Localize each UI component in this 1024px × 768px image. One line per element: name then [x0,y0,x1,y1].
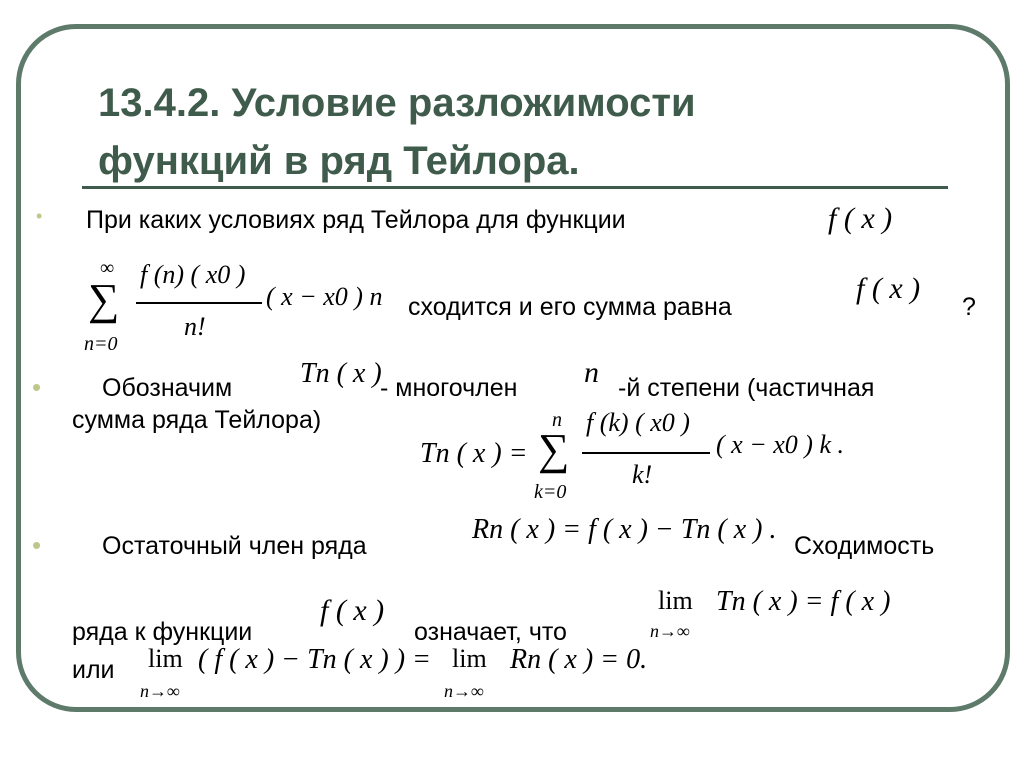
lim-tn-expr: Tn ( x ) = f ( x ) [716,586,891,617]
series-sum-bottom: n=0 [84,333,118,355]
formula-fx-3: f ( x ) [320,594,385,627]
tn-sum-bottom: k=0 [534,481,567,503]
title-underline [82,186,948,189]
tn-numerator: f (k) ( x0 ) [586,408,690,437]
slide-title [98,74,958,190]
bullet-1-question: ? [962,293,976,321]
lim-word-3: lim [452,644,487,673]
formula-rn-def: Rn ( x ) = f ( x ) − Tn ( x ) . [472,514,777,545]
bullet-1-text-2: сходится и его сумма равна [408,293,732,321]
bullet-3-text: Остаточный член ряда [102,532,367,560]
bullet-marker-2: • [32,372,42,402]
series-sum-sign: ∑ [88,275,120,324]
formula-tn-label: Tn ( x ) [300,358,382,389]
series-sum-top: ∞ [100,257,115,279]
bullet-3-text-2: Сходимость [794,532,935,560]
tn-sum-top: n [552,409,562,431]
bullet-2-text-2: - многочлен [380,374,518,402]
lim-sub-3: n→∞ [444,681,484,701]
tn-fraction-bar [582,452,710,454]
tn-sum-sign: ∑ [538,425,570,474]
lim-sub-1: n→∞ [650,621,690,641]
formula-n-var: n [584,356,599,389]
lim-word-1: lim [658,586,693,615]
bullet-3-text-4: означает, что [414,618,567,646]
series-tail: ( x − x0 ) n [266,282,383,311]
formula-fx-1: f ( x ) [828,202,893,235]
bullet-2-text: Обозначим [102,374,233,402]
series-numerator: f (n) ( x0 ) [140,260,246,289]
lim-rn-expr: Rn ( x ) = 0. [510,644,648,675]
bullet-2-text-3: -й степени (частичная [618,374,875,402]
bullet-marker-1: • [36,206,43,226]
title-line-2: функций в ряд Тейлора. [98,139,580,183]
lim-sub-2: n→∞ [140,681,180,701]
formula-fx-2: f ( x ) [856,272,921,305]
bullet-3-text-3: ряда к функции [72,618,253,646]
tn-denominator: k! [632,460,653,489]
lim-diff-expr: ( f ( x ) − Tn ( x ) ) = [198,644,431,675]
series-fraction-bar [136,302,262,304]
bullet-1-text: При каких условиях ряд Тейлора для функции [86,206,626,234]
tn-lhs: Tn ( x ) = [420,438,528,469]
bullet-3-text-5: или [72,656,115,684]
lim-word-2: lim [148,644,183,673]
bullet-2-text-4: сумма ряда Тейлора) [72,406,322,434]
bullet-marker-3: • [32,530,42,560]
series-denominator: n! [184,312,206,341]
tn-tail: ( x − x0 ) k . [716,430,844,459]
title-line-1: 13.4.2. Условие разложимости [98,81,696,125]
